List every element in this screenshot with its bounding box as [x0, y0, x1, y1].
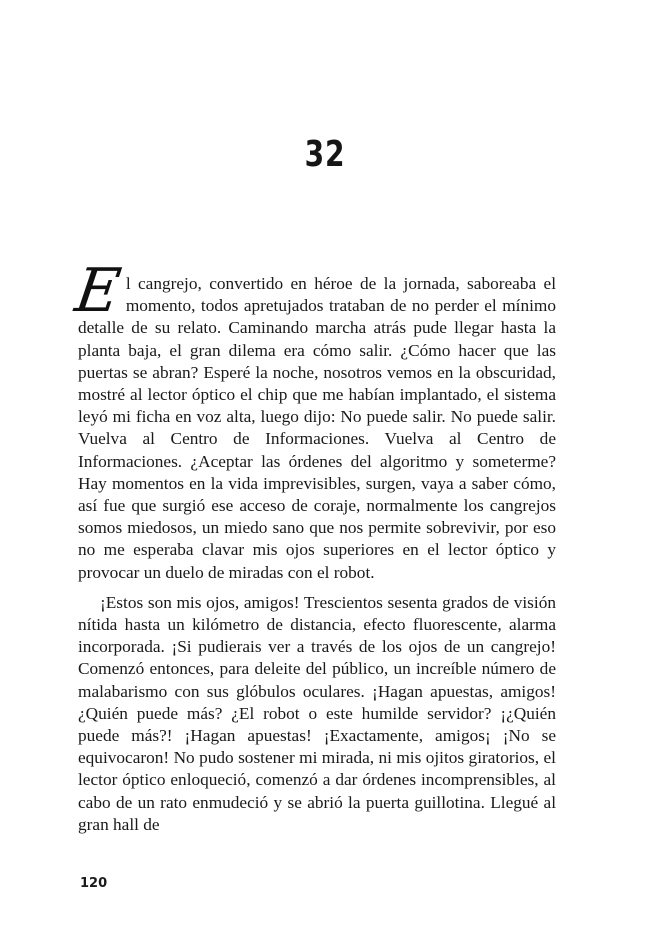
body-text: [71, 256, 556, 836]
paragraph-2: ¡Estos son mis ojos, amigos! Trescientos sesenta grados de visión nítida hasta un kilómetro de distancia, efecto fluorescente, alarma incorporada. ¡Si pudierais ver a través de los ojos de un cangrejo! Comenzó entonces, para deleite del público, un increíble número de malabarismo con sus glóbulos oculares. ¡Hagan apuestas, amigos! ¿Quién puede más? ¿El robot o este humilde servidor? ¡¿Quién puede más?! ¡Hagan apuestas! ¡Exactamente, amigos¡ ¡No se equivocaron! No pudo sostener mi mirada, ni mis ojitos giratorios, el lector óptico enloqueció, comenzó a dar órdenes incomprensibles, al cabo de un rato enmudeció y se abrió la puerta guillotina. Llegué al gran hall de: [78, 592, 556, 834]
drop-cap: E: [71, 256, 125, 326]
page-number: 120: [80, 876, 108, 891]
chapter-number: 32: [304, 134, 346, 175]
paragraph-1-text: l cangrejo, convertido en héroe de la jornada, saboreaba el momento, todos apretujados trataban de no perder el mínimo detalle de su relato. Caminando marcha atrás pude llegar hasta la planta baja, el gran dilema era cómo salir. ¿Cómo hacer que las puertas se abran? Esperé la noche, nosotros vemos en la obscuridad, mostré al lector óptico el chip que me habían implantado, el sistema leyó mi ficha en voz alta, luego dijo: No puede salir. No puede salir. Vuelva al Centro de Informaciones. Vuelva al Centro de Informaciones. ¿Aceptar las órdenes del algoritmo y someterme? Hay momentos en la vida imprevisibles, surgen, vaya a saber cómo, así fue que surgió ese acceso de coraje, normalmente los cangrejos somos miedosos, un miedo sano que nos permite sobrevivir, por eso no me esperaba clavar mis ojos superiores en el lector óptico y provocar un duelo de miradas con el robot.: [78, 274, 556, 582]
paragraph-1: [71, 256, 556, 584]
